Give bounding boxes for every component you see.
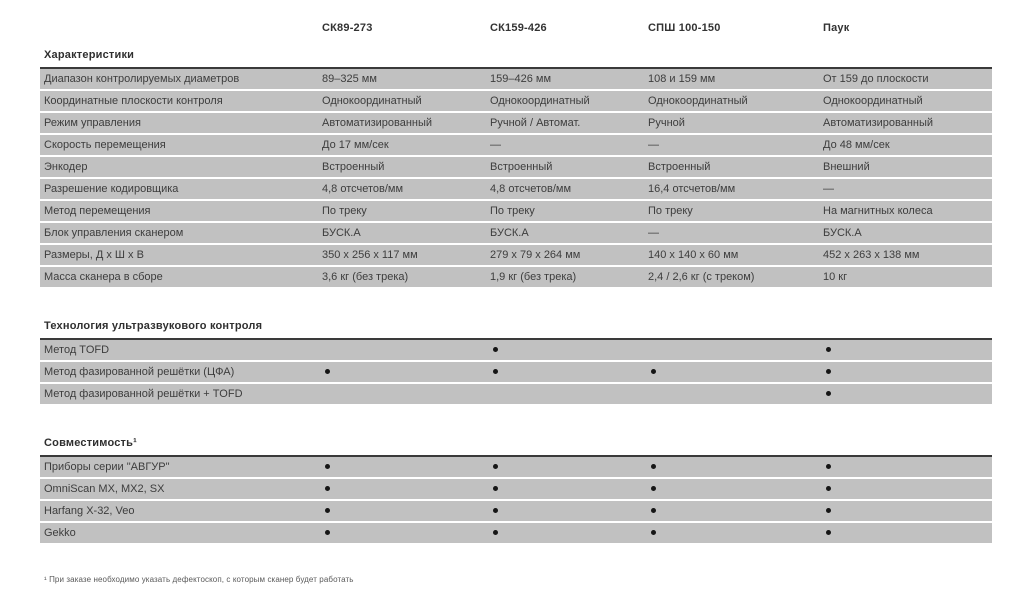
column-header-spsh-100-150: СПШ 100-150	[648, 22, 721, 34]
cell-value: 4,8 отсчетов/мм	[490, 183, 572, 195]
table-row	[40, 201, 992, 221]
column-header-sk89-273: СК89-273	[322, 22, 373, 34]
cell-value: Однокоординатный	[823, 95, 923, 107]
cell-value: —	[648, 139, 659, 151]
row-label: Метод фазированной решётки (ЦФА)	[44, 366, 235, 378]
cell-value	[819, 479, 992, 499]
cell-value: 89–325 мм	[322, 73, 377, 85]
cell-value	[819, 384, 992, 404]
row-label: Метод перемещения	[44, 205, 151, 217]
cell-value: 2,4 / 2,6 кг (с треком)	[648, 271, 755, 283]
cell-value: 140 x 140 x 60 мм	[648, 249, 739, 261]
cell-value: 279 x 79 x 264 мм	[490, 249, 581, 261]
availability-dot-icon	[493, 464, 498, 469]
cell-value	[486, 501, 644, 521]
cell-value: До 17 мм/сек	[322, 139, 389, 151]
table-row	[40, 523, 992, 543]
table-row	[40, 69, 992, 89]
table-row	[40, 384, 992, 404]
cell-value	[486, 479, 644, 499]
table-row	[40, 267, 992, 287]
availability-dot-icon	[826, 369, 831, 374]
table-row	[40, 340, 992, 360]
row-label: Метод фазированной решётки + TOFD	[44, 388, 243, 400]
cell-value: Однокоординатный	[490, 95, 590, 107]
cell-value	[318, 523, 486, 543]
availability-dot-icon	[826, 486, 831, 491]
cell-value: Встроенный	[322, 161, 385, 173]
table-row	[40, 501, 992, 521]
footnote: ¹ При заказе необходимо указать дефектоскоп, с которым сканер будет работать	[44, 575, 354, 584]
cell-value: БУСК.А	[823, 227, 862, 239]
cell-value: 1,9 кг (без трека)	[490, 271, 577, 283]
cell-value: —	[648, 227, 659, 239]
row-label: Приборы серии "АВГУР"	[44, 461, 170, 473]
row-label: Блок управления сканером	[44, 227, 184, 239]
row-label: Разрешение кодировщика	[44, 183, 179, 195]
cell-value: 4,8 отсчетов/мм	[322, 183, 404, 195]
cell-value	[486, 457, 644, 477]
cell-value	[644, 501, 819, 521]
cell-value: —	[823, 183, 834, 195]
cell-value	[819, 501, 992, 521]
section-0	[40, 49, 992, 287]
cell-value: По треку	[322, 205, 367, 217]
availability-dot-icon	[493, 369, 498, 374]
cell-value	[486, 523, 644, 543]
cell-value: БУСК.А	[490, 227, 529, 239]
table-row	[40, 362, 992, 382]
cell-value	[644, 479, 819, 499]
cell-value: Встроенный	[490, 161, 553, 173]
row-label: Координатные плоскости контроля	[44, 95, 223, 107]
availability-dot-icon	[325, 464, 330, 469]
row-label: Энкодер	[44, 161, 88, 173]
cell-value: От 159 до плоскости	[823, 73, 929, 85]
cell-value	[819, 457, 992, 477]
cell-value: 3,6 кг (без трека)	[322, 271, 409, 283]
column-header-sk159-426: СК159-426	[490, 22, 547, 34]
cell-value: До 48 мм/сек	[823, 139, 890, 151]
cell-value: 452 x 263 x 138 мм	[823, 249, 920, 261]
cell-value	[486, 340, 644, 360]
cell-value: 350 x 256 x 117 мм	[322, 249, 418, 261]
availability-dot-icon	[493, 530, 498, 535]
cell-value: Однокоординатный	[322, 95, 422, 107]
availability-dot-icon	[651, 508, 656, 513]
cell-value: Ручной / Автомат.	[490, 117, 581, 129]
row-label: Gekko	[44, 527, 76, 539]
availability-dot-icon	[651, 464, 656, 469]
availability-dot-icon	[826, 508, 831, 513]
cell-value	[318, 457, 486, 477]
cell-value	[644, 362, 819, 382]
cell-value	[486, 362, 644, 382]
cell-value: —	[490, 139, 501, 151]
row-label: Скорость перемещения	[44, 139, 166, 151]
cell-value	[819, 362, 992, 382]
cell-value: Автоматизированный	[322, 117, 433, 129]
section-1	[40, 320, 992, 404]
availability-dot-icon	[325, 369, 330, 374]
availability-dot-icon	[325, 486, 330, 491]
table-row	[40, 479, 992, 499]
availability-dot-icon	[493, 486, 498, 491]
cell-value	[318, 479, 486, 499]
section-body	[40, 338, 992, 404]
row-label: Режим управления	[44, 117, 141, 129]
availability-dot-icon	[826, 530, 831, 535]
cell-value	[644, 523, 819, 543]
cell-value: 16,4 отсчетов/мм	[648, 183, 736, 195]
cell-value: По треку	[490, 205, 535, 217]
column-header-pauk: Паук	[823, 22, 850, 34]
cell-value	[819, 523, 992, 543]
row-label: OmniScan MX, MX2, SX	[44, 483, 165, 495]
column-header-row	[40, 22, 992, 34]
section-title: Совместимость¹	[44, 437, 137, 449]
section-title: Технология ультразвукового контроля	[44, 320, 263, 332]
availability-dot-icon	[826, 464, 831, 469]
availability-dot-icon	[826, 391, 831, 396]
table-row	[40, 157, 992, 177]
cell-value: 159–426 мм	[490, 73, 552, 85]
section-body	[40, 67, 992, 287]
cell-value	[318, 362, 486, 382]
row-label: Диапазон контролируемых диаметров	[44, 73, 240, 85]
table-row	[40, 135, 992, 155]
cell-value: Однокоординатный	[648, 95, 748, 107]
section-title: Характеристики	[44, 49, 135, 61]
table-row	[40, 91, 992, 111]
cell-value: На магнитных колеса	[823, 205, 933, 217]
availability-dot-icon	[826, 347, 831, 352]
table-row	[40, 113, 992, 133]
availability-dot-icon	[651, 369, 656, 374]
cell-value	[644, 457, 819, 477]
availability-dot-icon	[325, 508, 330, 513]
table-row	[40, 179, 992, 199]
spec-comparison-table	[40, 22, 992, 576]
availability-dot-icon	[651, 486, 656, 491]
cell-value: 10 кг	[823, 271, 848, 283]
availability-dot-icon	[325, 530, 330, 535]
table-row	[40, 245, 992, 265]
cell-value: По треку	[648, 205, 693, 217]
cell-value: БУСК.А	[322, 227, 361, 239]
sections-container	[40, 49, 992, 543]
section-2	[40, 437, 992, 543]
availability-dot-icon	[493, 347, 498, 352]
cell-value: Внешний	[823, 161, 870, 173]
row-label: Harfang X-32, Veo	[44, 505, 135, 517]
table-row	[40, 457, 992, 477]
row-label: Метод TOFD	[44, 344, 110, 356]
cell-value: Ручной	[648, 117, 685, 129]
table-row	[40, 223, 992, 243]
row-label: Размеры, Д x Ш x В	[44, 249, 144, 261]
cell-value	[318, 501, 486, 521]
cell-value: Встроенный	[648, 161, 711, 173]
availability-dot-icon	[493, 508, 498, 513]
cell-value: 108 и 159 мм	[648, 73, 716, 85]
cell-value	[819, 340, 992, 360]
section-body	[40, 455, 992, 543]
row-label: Масса сканера в сборе	[44, 271, 163, 283]
availability-dot-icon	[651, 530, 656, 535]
cell-value: Автоматизированный	[823, 117, 934, 129]
